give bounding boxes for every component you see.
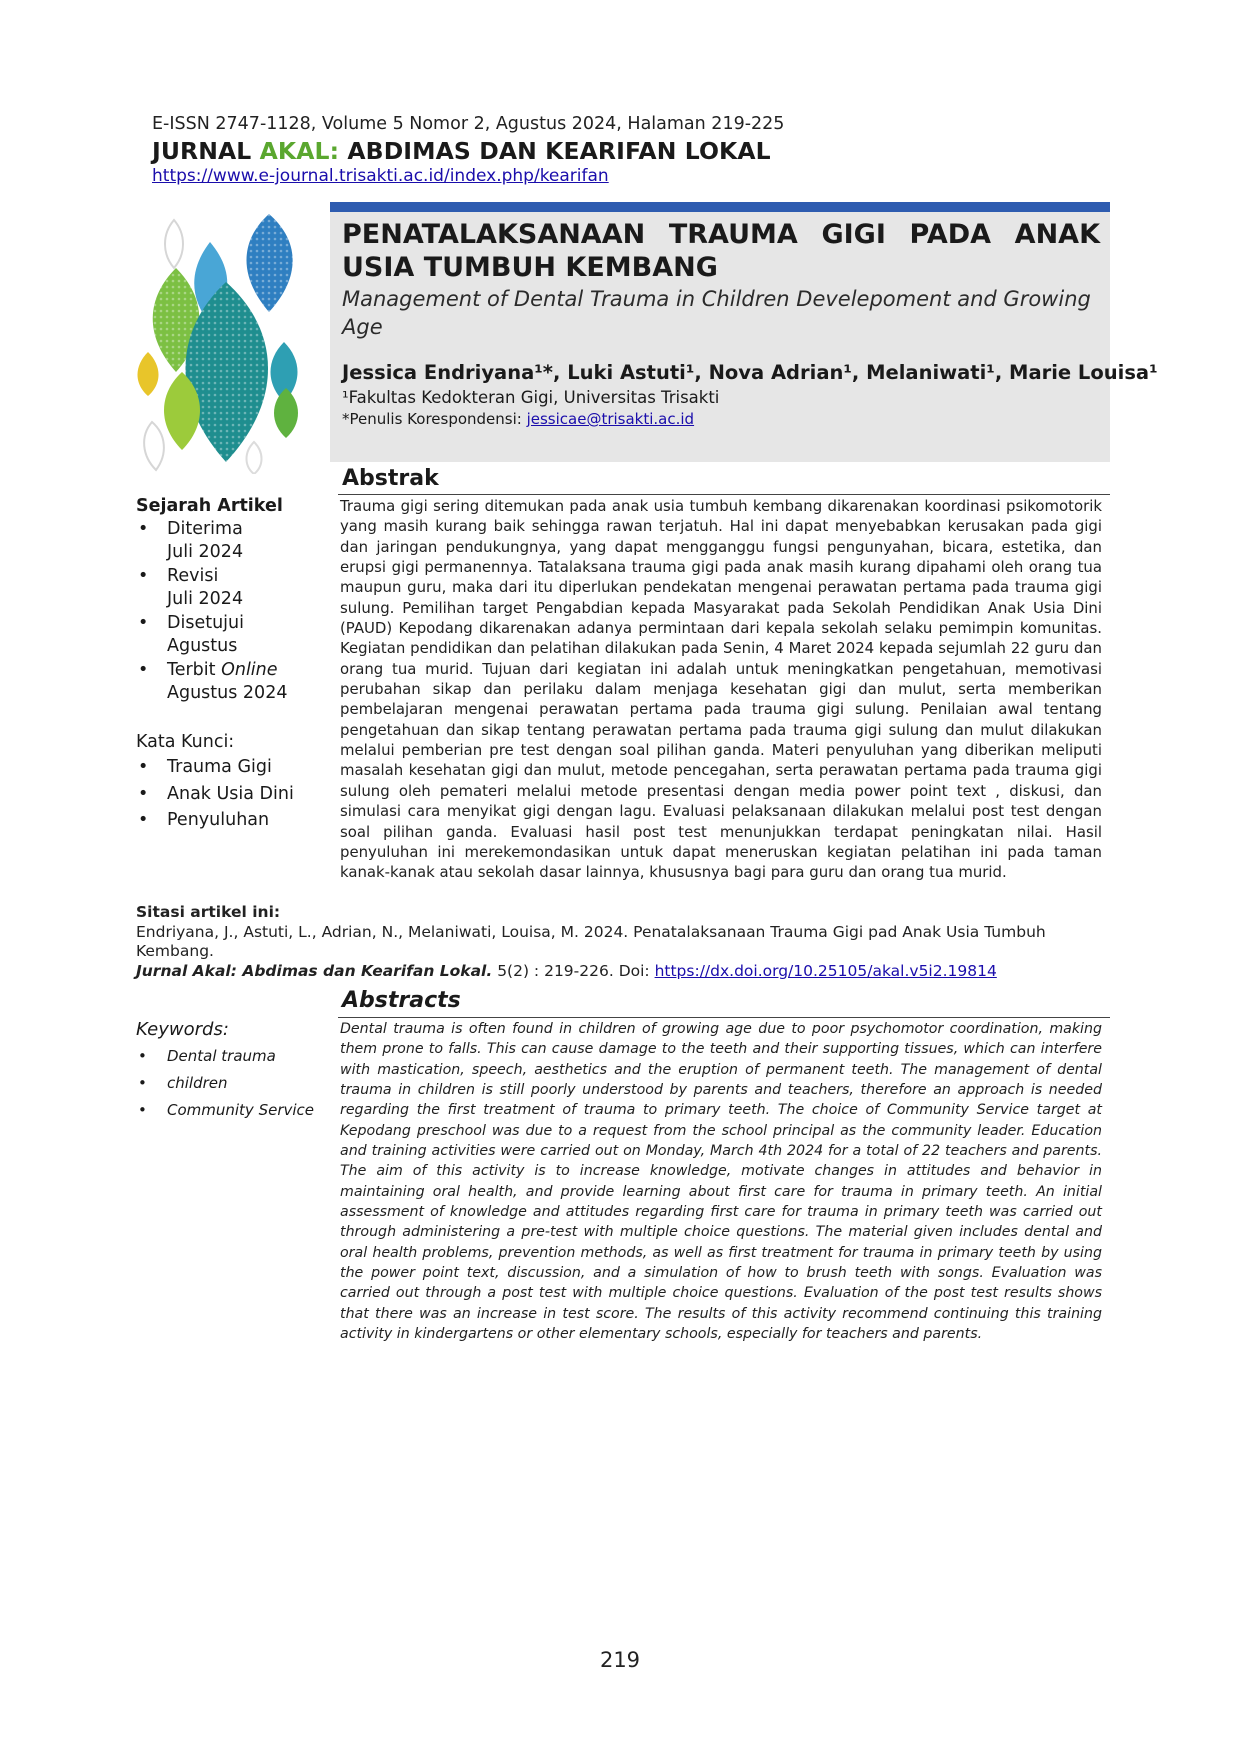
citation-details: 5(2) : 219-226. Doi:: [492, 961, 655, 980]
history-item-received: • Diterima Juli 2024: [136, 518, 326, 564]
journal-title-accent: AKAL:: [259, 137, 340, 165]
citation-block: [136, 903, 1116, 981]
abstracts-heading: Abstracts: [342, 988, 461, 1013]
keywords-heading: Keywords:: [136, 1019, 229, 1040]
abstrak-divider: [338, 494, 1110, 495]
history-item-published: • Terbit Online Agustus 2024: [136, 659, 326, 705]
citation-doi-link[interactable]: https://dx.doi.org/10.25105/akal.v5i2.19814: [654, 961, 997, 980]
kata-kunci: [136, 732, 326, 835]
keyword-item: • children: [136, 1070, 336, 1096]
keyword-item: • Dental trauma: [136, 1043, 336, 1069]
history-item-accepted: • Disetujui Agustus: [136, 612, 326, 658]
citation-heading: Sitasi artikel ini:: [136, 903, 281, 921]
article-title: [342, 218, 1100, 284]
title-top-bar: [330, 202, 1110, 212]
kata-kunci-item: • Anak Usia Dini: [136, 782, 326, 808]
article-subtitle: Management of Dental Trauma in Children Develepoment and Growing Age: [342, 287, 1091, 339]
article-title-line2: USIA TUMBUH KEMBANG: [342, 252, 718, 283]
correspondence: [342, 410, 694, 428]
journal-title: [152, 137, 771, 165]
keywords: [136, 1019, 336, 1124]
abstracts-body: Dental trauma is often found in children of growing age due to poor psychomotor coordination, making them prone to falls. This can cause damage to the teeth and their supporting tissues, which can interfere with mastication, speech, aesthetics and the eruption of permanent teeth. The management of dental trauma in children is still poorly understood by parents and teachers, therefore an approach is needed regarding the first treatment of trauma to primary teeth. The choice of Community Service target at Kepodang preschool was due to a request from the school principal as the community leader. Education and training activities were carried out on Monday, March 4th 2024 for a total of 22 teachers and parents. The aim of this activity is to increase knowledge, motivate changes in attitudes and behavior in maintaining oral health, and provide learning about first care for trauma in primary teeth. An initial assessment of knowledge and attitudes regarding first care for trauma in primary teeth was carried out through administering a pre-test with multiple choice questions. The material given includes dental and oral health problems, prevention methods, as well as first treatment for trauma in primary teeth by using the power point text, discussion, and a simulation of how to brush teeth with songs. Evaluation was carried out through a post test with multiple choice questions. Evaluation of the post test results shows that there was an increase in test score. The results of this activity recommend continuing this training activity in kindergartens or other elementary schools, especially for teachers and parents.: [340, 1021, 1102, 1343]
history-item-revised: • Revisi Juli 2024: [136, 565, 326, 611]
article-history: [136, 496, 326, 706]
journal-logo-icon: [134, 212, 314, 474]
abstrak-body: Trauma gigi sering ditemukan pada anak usia tumbuh kembang dikarenakan koordinasi psikomotorik yang masih kurang baik sehingga rawan terjatuh. Hal ini dapat menyebabkan kerusakan pada gigi dan jaringan pendukungnya, yang dapat mengganggu fungsi pengunyahan, bicara, estetika, dan erupsi gigi permanennya. Tatalaksana trauma gigi pada anak masih kurang dipahami oleh orang tua maupun guru, maka dari itu diperlukan pendekatan mengenai perawatan pertama pada trauma gigi sulung. Pemilihan target Pengabdian kepada Masyarakat pada Sekolah Pendidikan Anak Usia Dini (PAUD) Kepodang dikarenakan adanya permintaan dari kepala sekolah selaku pemimpin komunitas. Kegiatan pendidikan dan pelatihan dilakukan pada Senin, 4 Maret 2024 kepada sejumlah 22 guru dan orang tua murid. Tujuan dari kegiatan ini adalah untuk meningkatkan pengetahuan, memotivasi perubahan sikap dan perilaku dalam menjaga kesehatan gigi dan mulut, serta memberikan pembelajaran mengenai perawatan pertama pada trauma gigi sulung. Penilaian awal tentang pengetahuan dan sikap tentang perawatan pertama pada trauma gigi sulung dan mulut dilakukan melalui pemberian pre test dengan soal pilihan ganda. Materi penyuluhan yang diberikan meliputi masalah kesehatan gigi dan mulut, metode pencegahan, serta perawatan pertama pada trauma gigi sulung oleh pemateri melalui metode presentasi dengan media power point text , diskusi, dan simulasi cara menyikat gigi dengan lagu. Evaluasi pelaksanaan dilakukan melalui post test dengan soal pilihan ganda. Evaluasi hasil post test menunjukkan terdapat peningkatan nilai. Hasil penyuluhan ini merekemondasikan untuk dapat meneruskan kegiatan pelatihan ini pada taman kanak-kanak atau sekolah dasar lainnya, khususnya bagi para guru dan orang tua murid.: [340, 497, 1102, 882]
article-title-line1: PENATALAKSANAAN TRAUMA GIGI PADA ANAK: [342, 219, 1100, 250]
keyword-item: • Community Service: [136, 1097, 336, 1123]
journal-title-pre: JURNAL: [152, 137, 260, 165]
author-list: Jessica Endriyana¹*, Luki Astuti¹, Nova Adrian¹, Melaniwati¹, Marie Louisa¹: [342, 361, 1158, 384]
kata-kunci-item: • Penyuluhan: [136, 808, 326, 834]
issn-volume-line: E-ISSN 2747-1128, Volume 5 Nomor 2, Agustus 2024, Halaman 219-225: [152, 114, 785, 134]
page-number: 219: [599, 1648, 641, 1672]
citation-line2: [136, 962, 1116, 982]
affiliation: ¹Fakultas Kedokteran Gigi, Universitas Trisakti: [342, 388, 720, 407]
article-history-heading: Sejarah Artikel: [136, 496, 283, 516]
citation-line1: Endriyana, J., Astuti, L., Adrian, N., Melaniwati, Louisa, M. 2024. Penatalaksanaan Trauma Gigi pad Anak Usia Tumbuh Kembang.: [136, 922, 1046, 960]
correspondence-email-link[interactable]: jessicae@trisakti.ac.id: [526, 410, 695, 428]
citation-journal: Jurnal Akal: Abdimas dan Kearifan Lokal.: [136, 961, 493, 980]
journal-title-post: ABDIMAS DAN KEARIFAN LOKAL: [339, 137, 771, 165]
journal-url-link[interactable]: https://www.e-journal.trisakti.ac.id/index.php/kearifan: [152, 166, 609, 186]
abstrak-heading: Abstrak: [342, 466, 439, 491]
kata-kunci-item: • Trauma Gigi: [136, 755, 326, 781]
kata-kunci-heading: Kata Kunci:: [136, 732, 235, 752]
abstracts-divider: [338, 1017, 1110, 1018]
correspondence-label: *Penulis Korespondensi:: [342, 410, 527, 428]
